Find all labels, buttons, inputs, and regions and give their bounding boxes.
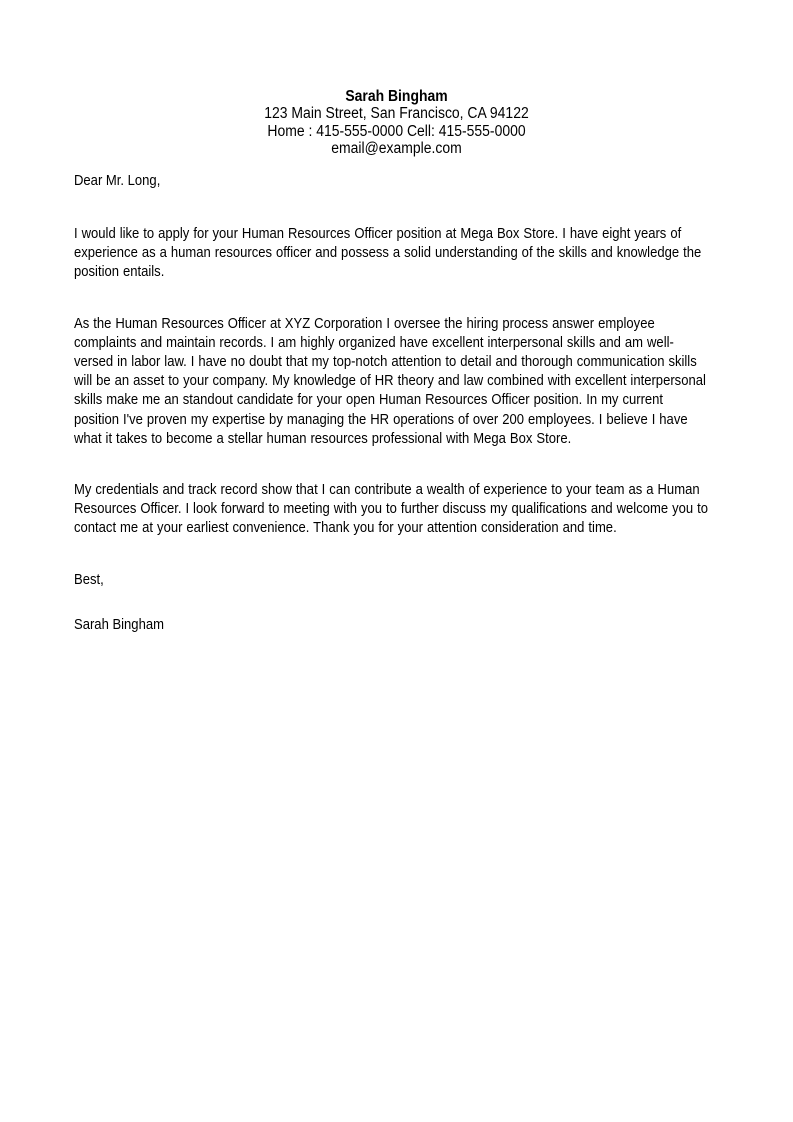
- sender-phone-numbers: Home : 415-555-0000 Cell: 415-555-0000: [267, 122, 526, 140]
- spacer: [74, 283, 710, 315]
- sender-address: 123 Main Street, San Francisco, CA 94122: [264, 105, 529, 122]
- sender-email: email@example.com: [331, 140, 462, 157]
- body-paragraph-2: As the Human Resources Officer at XYZ Corporation I oversee the hiring process answer employee complaints and maintain records. I am highly organized have excellent interpersonal skills and am well-versed in labor law. I have no doubt that my top-notch attention to detail and thorough communication skills will be an asset to your company. My knowledge of HR theory and law combined with excellent interpersonal skills make me an standout candidate for your open Human Resources Officer position. In my current position I've proven my expertise by managing the HR operations of over 200 employees. I believe I have what it takes to become a stellar human resources professional with Mega Box Store.: [74, 315, 706, 447]
- signature-name: Sarah Bingham: [74, 616, 164, 633]
- spacer: [74, 191, 710, 225]
- spacer: [74, 539, 710, 571]
- letter-body: [74, 172, 710, 635]
- sender-name: Sarah Bingham: [345, 88, 448, 105]
- letter-header: [0, 88, 793, 158]
- closing-line: Best,: [74, 571, 104, 588]
- spacer: [74, 449, 710, 481]
- spacer: [74, 590, 710, 616]
- body-paragraph-1: I would like to apply for your Human Resources Officer position at Mega Box Store. I have eight years of experience as a human resources officer and possess a solid understanding of the skills and knowledge the position entails.: [74, 226, 702, 281]
- body-paragraph-3: My credentials and track record show that I can contribute a wealth of experience to your team as a Human Resources Officer. I look forward to meeting with you to further discuss my qualifications and welcome you to contact me at your earliest convenience. Thank you for your attention consideration and time.: [74, 482, 709, 537]
- salutation: Dear Mr. Long,: [74, 173, 161, 189]
